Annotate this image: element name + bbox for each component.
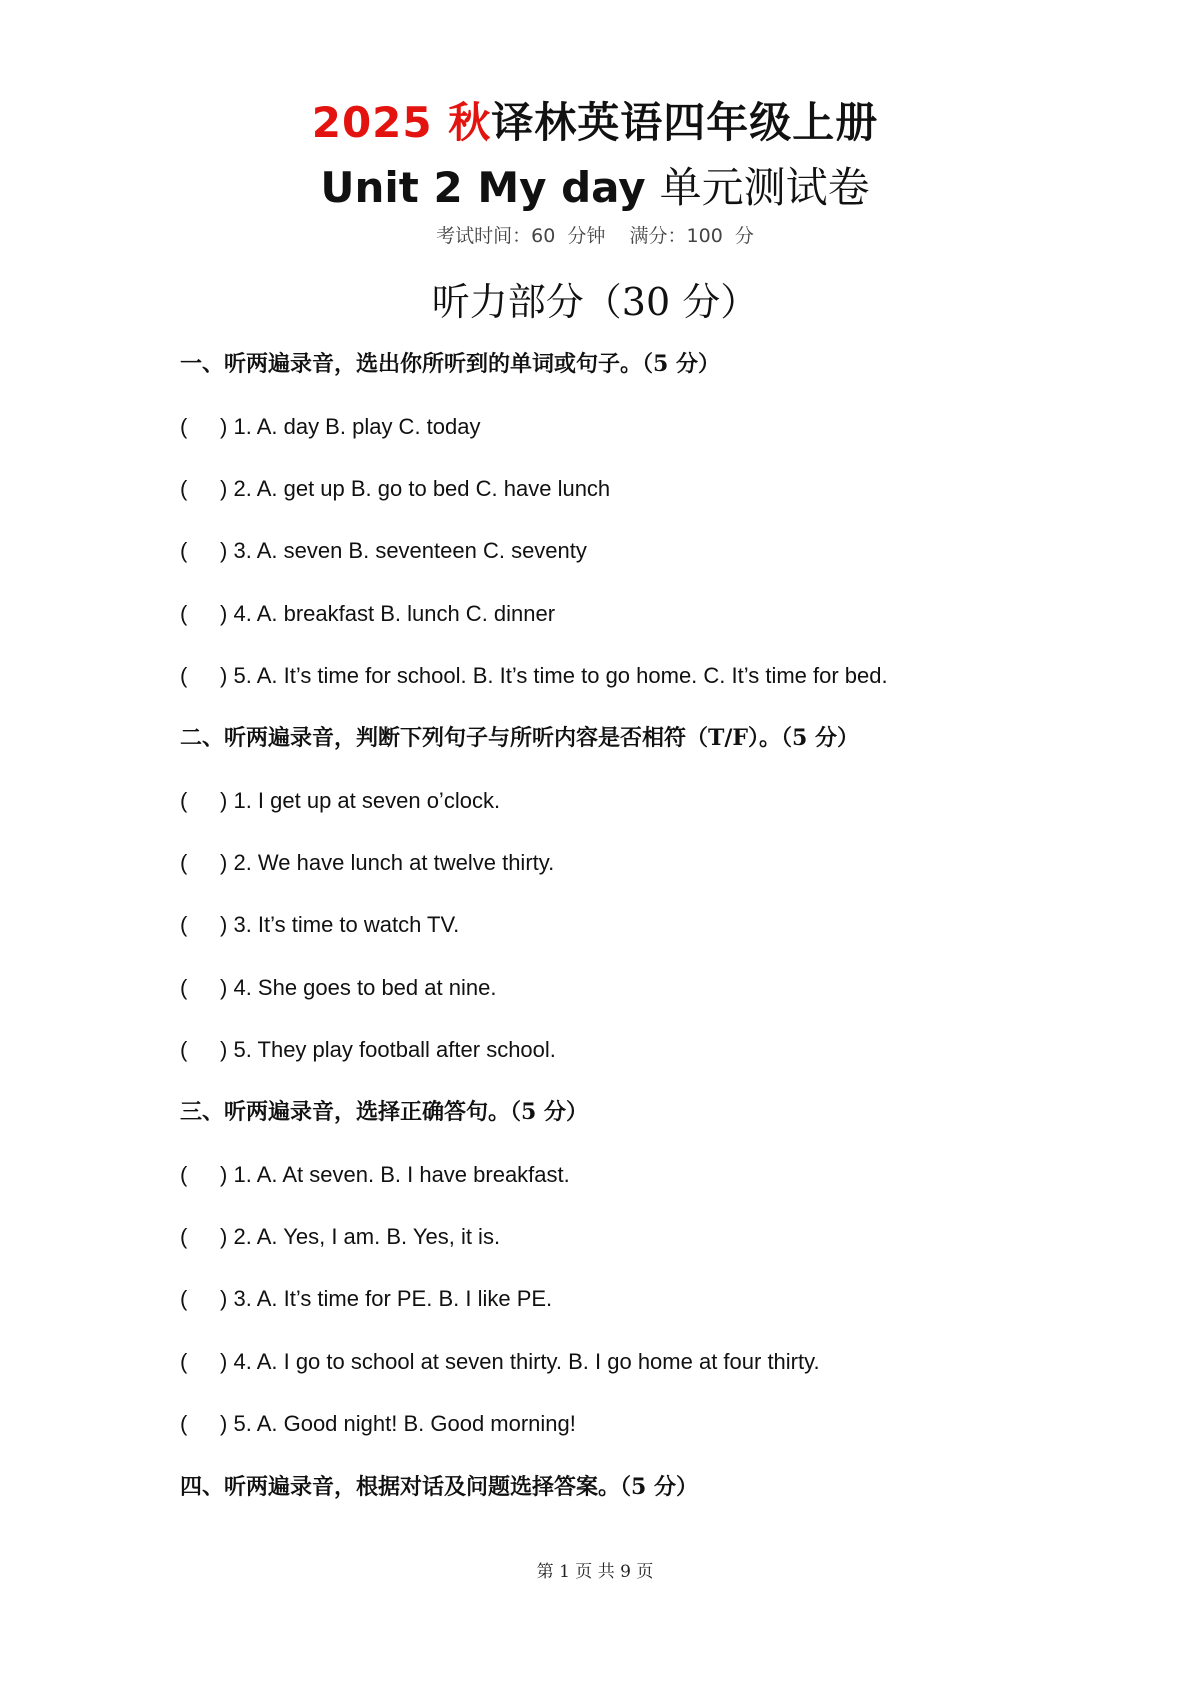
answer-blank-open: ( xyxy=(180,414,188,439)
answer-blank-open: ( xyxy=(180,912,188,937)
answer-blank-open: ( xyxy=(180,788,188,813)
question-item xyxy=(180,660,888,692)
question-item xyxy=(180,411,480,443)
unit-test-label: 单元测试卷 xyxy=(659,163,870,212)
question-item xyxy=(180,847,554,879)
answer-blank-open: ( xyxy=(180,1411,188,1436)
section-heading-1: 一、听两遍录音，选出你所听到的单词或句子。（5 分） xyxy=(180,351,720,377)
question-item xyxy=(180,473,610,505)
question-text: 1. I get up at seven o’clock. xyxy=(233,788,501,813)
section-heading-4: 四、听两遍录音，根据对话及问题选择答案。（5 分） xyxy=(180,1474,698,1500)
answer-blank-close: ) xyxy=(220,663,228,688)
answer-blank-open: ( xyxy=(180,850,188,875)
answer-blank-open: ( xyxy=(180,538,188,563)
question-item xyxy=(180,1159,570,1191)
unit-title xyxy=(0,160,1190,216)
answer-blank-open: ( xyxy=(180,663,188,688)
title-rest: 译林英语四年级上册 xyxy=(491,98,879,147)
answer-blank-open: ( xyxy=(180,975,188,1000)
question-item xyxy=(180,972,496,1004)
unit-name: Unit 2 My day xyxy=(320,163,646,212)
question-item xyxy=(180,1346,820,1378)
question-item xyxy=(180,1408,576,1440)
question-text: 1. A. day B. play C. today xyxy=(233,414,481,439)
exam-title xyxy=(0,95,1190,151)
title-year: 2025 秋 xyxy=(311,98,492,147)
answer-blank-close: ) xyxy=(220,414,228,439)
answer-blank-close: ) xyxy=(220,1411,228,1436)
question-text: 2. We have lunch at twelve thirty. xyxy=(233,850,555,875)
answer-blank-open: ( xyxy=(180,1224,188,1249)
question-text: 2. A. Yes, I am. B. Yes, it is. xyxy=(233,1224,501,1249)
question-text: 5. A. Good night! B. Good morning! xyxy=(233,1411,576,1436)
answer-blank-open: ( xyxy=(180,476,188,501)
exam-info: 考试时间：60 分钟 满分：100 分 xyxy=(436,225,754,247)
question-text: 1. A. At seven. B. I have breakfast. xyxy=(233,1162,570,1187)
question-text: 4. A. I go to school at seven thirty. B. I go home at four thirty. xyxy=(233,1349,820,1374)
question-item xyxy=(180,598,555,630)
question-text: 3. It’s time to watch TV. xyxy=(233,912,460,937)
answer-blank-close: ) xyxy=(220,1224,228,1249)
answer-blank-close: ) xyxy=(220,601,228,626)
question-item xyxy=(180,785,500,817)
question-item xyxy=(180,1221,500,1253)
question-text: 4. A. breakfast B. lunch C. dinner xyxy=(233,601,556,626)
question-text: 4. She goes to bed at nine. xyxy=(233,975,497,1000)
question-item xyxy=(180,1283,552,1315)
answer-blank-close: ) xyxy=(220,975,228,1000)
answer-blank-close: ) xyxy=(220,788,228,813)
answer-blank-close: ) xyxy=(220,850,228,875)
answer-blank-close: ) xyxy=(220,476,228,501)
answer-blank-close: ) xyxy=(220,1037,228,1062)
part-title: 听力部分（30 分） xyxy=(431,280,759,324)
question-text: 5. They play football after school. xyxy=(233,1037,556,1062)
question-item xyxy=(180,909,459,941)
answer-blank-open: ( xyxy=(180,1286,188,1311)
section-heading-2: 二、听两遍录音，判断下列句子与所听内容是否相符（T/F）。（5 分） xyxy=(180,725,859,751)
question-text: 5. A. It’s time for school. B. It’s time to go home. C. It’s time for bed. xyxy=(233,663,888,688)
answer-blank-open: ( xyxy=(180,1349,188,1374)
question-text: 3. A. It’s time for PE. B. I like PE. xyxy=(233,1286,553,1311)
answer-blank-close: ) xyxy=(220,1162,228,1187)
answer-blank-close: ) xyxy=(220,1286,228,1311)
question-item xyxy=(180,1034,556,1066)
page-footer: 第 1 页 共 9 页 xyxy=(536,1562,654,1582)
answer-blank-open: ( xyxy=(180,1037,188,1062)
answer-blank-open: ( xyxy=(180,1162,188,1187)
question-text: 2. A. get up B. go to bed C. have lunch xyxy=(233,476,611,501)
question-text: 3. A. seven B. seventeen C. seventy xyxy=(233,538,587,563)
question-item xyxy=(180,535,587,567)
answer-blank-close: ) xyxy=(220,912,228,937)
answer-blank-close: ) xyxy=(220,538,228,563)
answer-blank-close: ) xyxy=(220,1349,228,1374)
section-heading-3: 三、听两遍录音，选择正确答句。（5 分） xyxy=(180,1099,588,1125)
answer-blank-open: ( xyxy=(180,601,188,626)
